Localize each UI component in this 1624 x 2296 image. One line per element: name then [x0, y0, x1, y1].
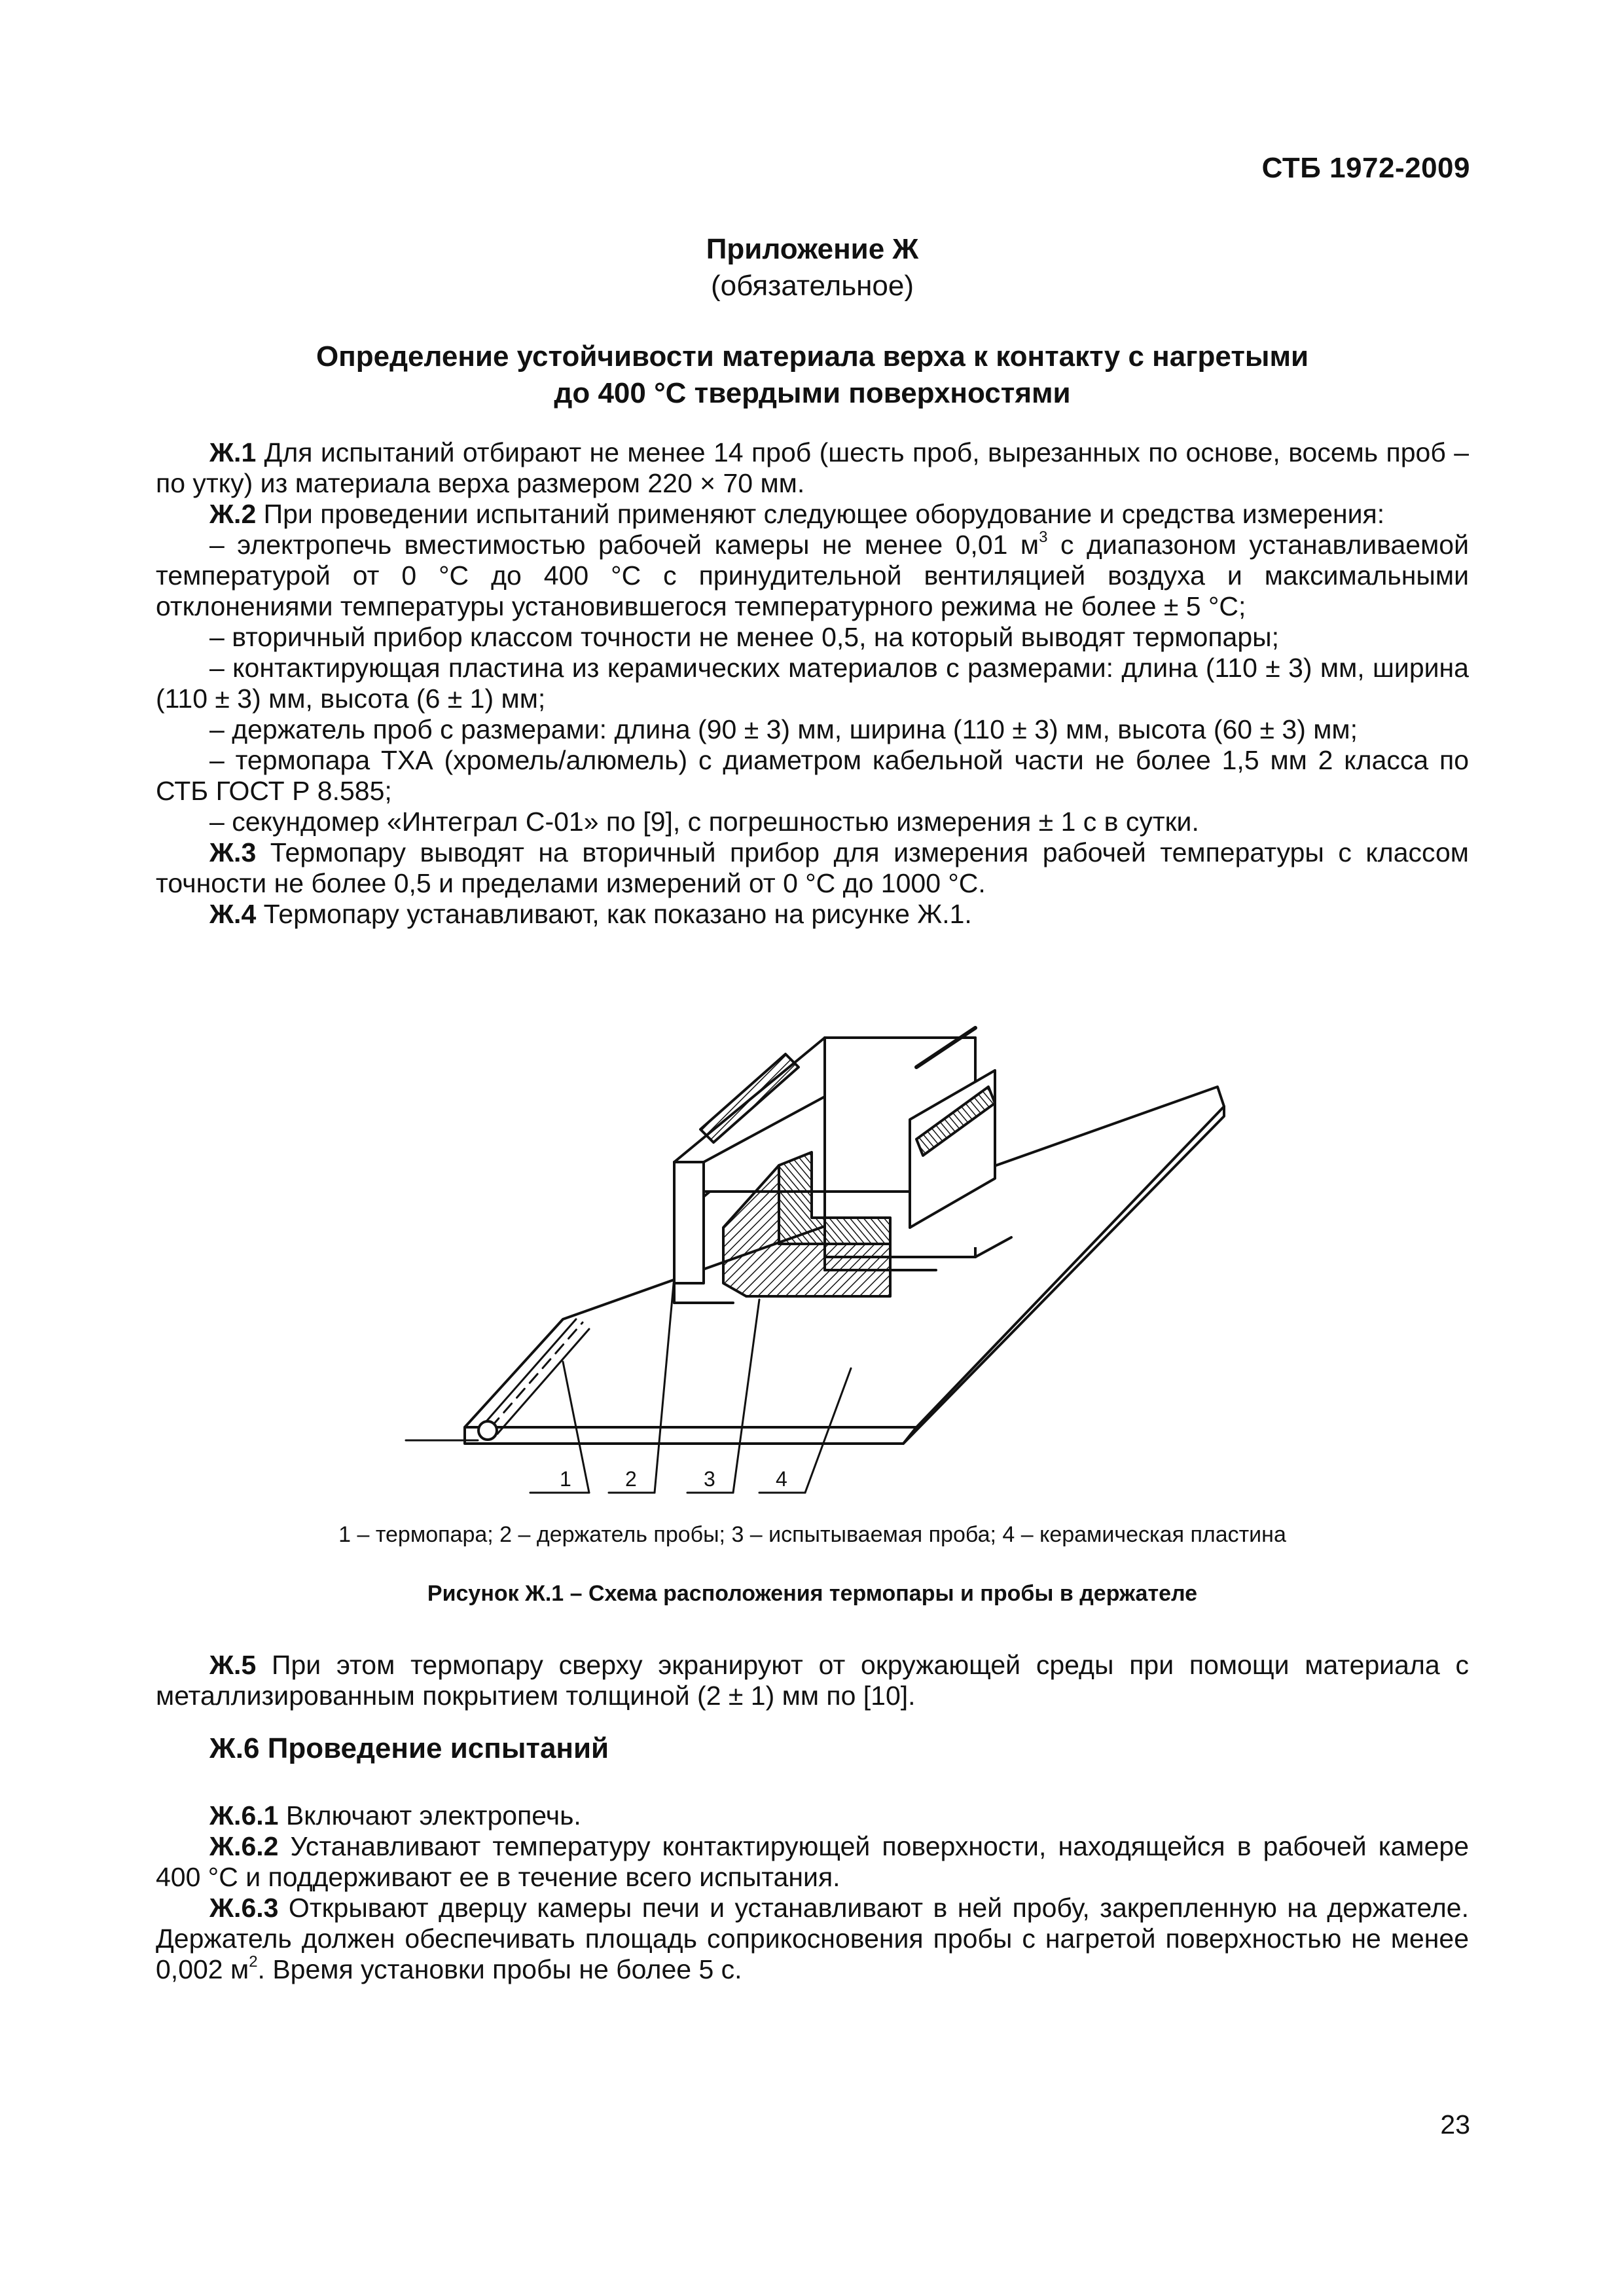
paragraph-zh63	[156, 1893, 1469, 1985]
list-item-thermocouple: – термопара ТХА (хромель/алюмель) с диаметром кабельной части не более 1,5 мм 2 класса по СТБ ГОСТ Р 8.585;	[156, 745, 1469, 806]
paragraph-text: Термопару устанавливают, как показано на рисунке Ж.1.	[256, 899, 972, 929]
paragraph-text: Термопару выводят на вторичный прибор для измерения рабочей температуры с классом точности не более 0,5 и пределами измерений от 0 °С до 1000 °С.	[156, 837, 1469, 898]
paragraph-text: Включают электропечь.	[278, 1800, 581, 1831]
figure-legend: 1 – термопара; 2 – держатель пробы; 3 – испытываемая проба; 4 – керамическая пластина	[338, 1522, 1286, 1547]
list-item-sample-holder: – держатель проб с размерами: длина (90 ± 3) мм, ширина (110 ± 3) мм, высота (60 ± 3) мм;	[209, 714, 1358, 744]
clause-number: Ж.3	[209, 837, 257, 867]
clause-number: Ж.2	[209, 499, 257, 529]
paragraph-text: . Время установки пробы не более 5 с.	[257, 1954, 742, 1984]
list-item-stopwatch: – секундомер «Интеграл С-01» по [9], с погрешностью измерения ± 1 с в сутки.	[209, 807, 1199, 837]
figure-thermocouple-diagram	[393, 975, 1257, 1519]
list-item-contact-plate: – контактирующая пластина из керамических материалов с размерами: длина (110 ± 3) мм, ширина (110 ± 3) мм, высота (6 ± 1) мм;	[156, 653, 1469, 714]
superscript: 2	[249, 1953, 258, 1971]
main-title	[156, 338, 1469, 412]
figure-caption: Рисунок Ж.1 – Схема расположения термопары и пробы в держателе	[427, 1581, 1198, 1606]
page-number: 23	[1440, 2109, 1470, 2140]
paragraph-text: Устанавливают температуру контактирующей поверхности, находящейся в рабочей камере 400 °С и поддерживают ее в течение всего испытания.	[156, 1831, 1469, 1892]
appendix-note: (обязательное)	[710, 270, 914, 302]
figure-label-1: 1	[560, 1467, 571, 1491]
clause-number: Ж.6.2	[209, 1831, 279, 1861]
list-item-furnace	[156, 530, 1469, 622]
paragraph-zh5-body	[156, 1650, 1469, 1711]
paragraph-zh62	[156, 1831, 1469, 1893]
paragraph-text: При этом термопару сверху экранируют от окружающей среды при помощи материала с металлизированным покрытием толщиной (2 ± 1) мм по [10].	[156, 1650, 1469, 1711]
paragraph-zh2	[156, 499, 1469, 530]
section-1-text	[156, 437, 1469, 930]
paragraph-text: При проведении испытаний применяют следующее оборудование и средства измерения:	[256, 499, 1385, 529]
clause-number: Ж.1	[209, 437, 257, 467]
paragraph-zh1	[156, 437, 1469, 499]
paragraph-zh61	[156, 1800, 1469, 1831]
clause-number: Ж.6.3	[209, 1893, 279, 1923]
paragraph-zh4	[156, 899, 1469, 930]
standard-code: СТБ 1972-2009	[1261, 152, 1470, 184]
paragraph-text: Открывают дверцу камеры печи и устанавливают в ней пробу, закрепленную на держателе. Держатель должен обеспечивать площадь соприкосновения пробы с нагретой поверхностью не менее 0,002 м	[156, 1893, 1469, 1984]
figure-label-2: 2	[625, 1467, 637, 1491]
clause-number: Ж.4	[209, 899, 257, 929]
figure-label-4: 4	[776, 1467, 787, 1491]
paragraph-zh3	[156, 837, 1469, 899]
appendix-title: Приложение Ж	[706, 233, 919, 265]
section-zh6-text	[156, 1800, 1469, 1985]
section-heading-zh6: Ж.6 Проведение испытаний	[209, 1732, 609, 1764]
superscript: 3	[1039, 528, 1048, 546]
clause-number: Ж.5	[209, 1650, 257, 1680]
paragraph-zh5	[156, 1650, 1469, 1711]
clause-number: Ж.6.1	[209, 1800, 279, 1831]
figure-label-3: 3	[704, 1467, 715, 1491]
list-item-text: – электропечь вместимостью рабочей камеры не менее 0,01 м	[209, 530, 1039, 560]
paragraph-text: Для испытаний отбирают не менее 14 проб (шесть проб, вырезанных по основе, восемь проб – по утку) из материала верха размером 220 × 70 мм.	[156, 437, 1469, 498]
list-item-text: с диапазоном устанавливаемой температурой от 0 °С до 400 °С с принудительной вентиляцией воздуха и максимальными отклонениями температуры установившегося температурного режима не более ± 5 °С;	[156, 530, 1469, 621]
main-title-line-2: до 400 °С твердыми поверхностями	[554, 377, 1071, 409]
main-title-line-1: Определение устойчивости материала верха к контакту с нагретыми	[316, 340, 1309, 373]
list-item-secondary-device: – вторичный прибор классом точности не менее 0,5, на который выводят термопары;	[209, 622, 1280, 652]
